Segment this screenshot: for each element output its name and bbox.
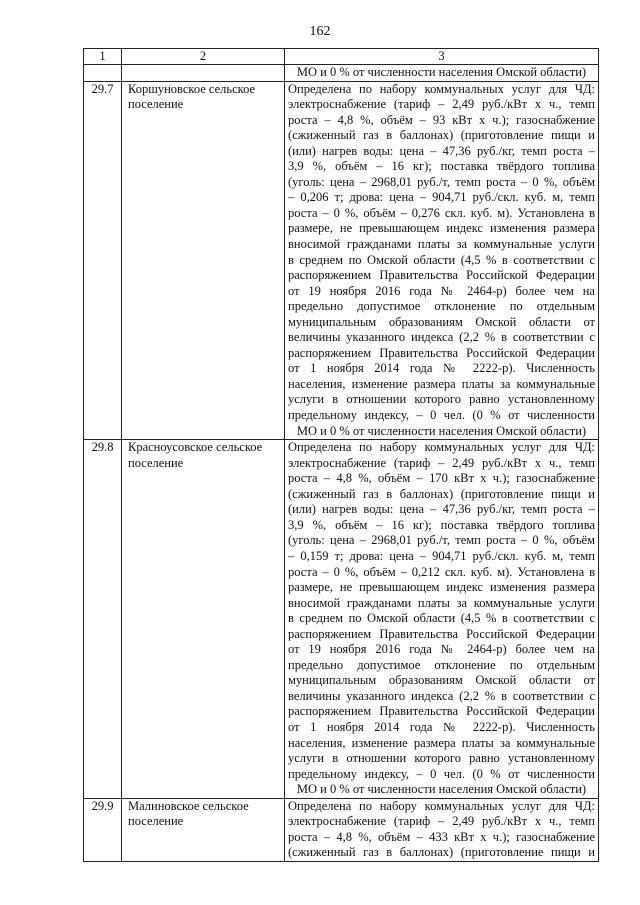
column-header-1: 1 [84, 49, 122, 65]
description-line: 3,9 %, объём – 16 кг); поставка твёрдого топлива [288, 517, 595, 532]
description-line: электроснабжение (тариф – 2,49 руб./кВт х ч., темп [288, 455, 595, 470]
description-line: (уголь: цена – 2968,01 руб./т, темп роста – 0 %, объём [288, 533, 595, 548]
description-line: вносимой гражданами платы за коммунальные услуги [288, 595, 595, 610]
row-number: 29.9 [84, 798, 122, 861]
column-header-row [84, 49, 599, 65]
continuation-row [84, 65, 599, 82]
description-line: величины указанного индекса (2,2 % в соответствии с [288, 688, 595, 703]
description-line: электроснабжение (тариф – 2,49 руб./кВт х ч., темп [288, 97, 595, 112]
description-line: – 0,206 т; дрова: цена – 904,71 руб./скл. куб. м, темп [288, 190, 595, 205]
description-line: населения, изменение размера платы за коммунальные [288, 376, 595, 391]
description-line: размере, не превышающем индекс изменения размера [288, 221, 595, 236]
description-line: предельному индексу, – 0 чел. (0 % от численности [288, 408, 595, 423]
description-line: вносимой гражданами платы за коммунальные услуги [288, 237, 595, 252]
row-number: 29.8 [84, 440, 122, 799]
description-line: предельному индексу, – 0 чел. (0 % от численности [288, 766, 595, 781]
description-line: населения, изменение размера платы за коммунальные [288, 735, 595, 750]
description-line: МО и 0 % от численности населения Омской области) [296, 423, 587, 438]
description-line: предельно допустимое отклонение по отдельным [288, 299, 595, 314]
description-line: муниципальным образованиям Омской области от [288, 673, 595, 688]
description-line: (сжиженный газ в баллонах) (приготовление пищи и [288, 128, 595, 143]
description-line: МО и 0 % от численности населения Омской области) [296, 782, 587, 797]
description-line: распоряжением Правительства Российской Федерации [288, 626, 595, 641]
settlement-name [122, 81, 285, 440]
table-row [84, 798, 599, 861]
description-line: муниципальным образованиям Омской области от [288, 314, 595, 329]
settlement-name-line: поселение [128, 455, 184, 470]
description-line: роста – 0 %, объём – 0,212 скл. куб. м). Установлена в [288, 564, 595, 579]
row-number: 29.7 [84, 81, 122, 440]
description-line: (сжиженный газ в баллонах) (приготовление пищи и [288, 845, 595, 860]
description-line: (сжиженный газ в баллонах) (приготовление пищи и [288, 486, 595, 501]
description-line: роста – 4,8 %, объём – 170 кВт х ч.); газоснабжение [288, 471, 595, 486]
description-line: от 19 ноября 2016 года № 2464-р) более чем на [288, 642, 595, 657]
description-line: размере, не превышающем индекс изменения размера [288, 580, 595, 595]
description-line: от 19 ноября 2016 года № 2464-р) более чем на [288, 283, 595, 298]
settlement-name-line: поселение [128, 97, 184, 112]
description-line: (уголь: цена – 2968,01 руб./т, темп роста – 0 %, объём [288, 174, 595, 189]
row-description [285, 440, 599, 799]
table-row [84, 440, 599, 799]
description-line: услуги в отношении которого равно установленному [288, 392, 595, 407]
table-row [84, 81, 599, 440]
settlement-name [122, 440, 285, 799]
settlement-name-line: поселение [128, 814, 184, 829]
description-line: роста – 4,8 %, объём – 433 кВт х ч.); газоснабжение [288, 829, 595, 844]
description-line: в среднем по Омской области (4,5 % в соответствии с [288, 252, 595, 267]
description-line: электроснабжение (тариф – 2,49 руб./кВт х ч., темп [288, 814, 595, 829]
description-line: услуги в отношении которого равно установленному [288, 751, 595, 766]
continuation-line: МО и 0 % от численности населения Омской области) [296, 65, 587, 79]
description-line: в среднем по Омской области (4,5 % в соответствии с [288, 611, 595, 626]
column-header-2: 2 [122, 49, 285, 65]
description-line: Определена по набору коммунальных услуг для ЧД: [288, 81, 595, 96]
description-line: Определена по набору коммунальных услуг для ЧД: [288, 440, 595, 455]
description-line: роста – 0 %, объём – 0,276 скл. куб. м). Установлена в [288, 205, 595, 220]
description-line: 3,9 %, объём – 16 кг); поставка твёрдого топлива [288, 159, 595, 174]
settlement-name [122, 798, 285, 861]
description-line: величины указанного индекса (2,2 % в соответствии с [288, 330, 595, 345]
settlement-name-line: Коршуновское сельское [128, 81, 256, 96]
description-line: от 1 ноября 2014 года № 2222-р). Численность [288, 361, 595, 376]
description-line: распоряжением Правительства Российской Федерации [288, 268, 595, 283]
row-description [285, 81, 599, 440]
description-line: (или) нагрев воды: цена – 47,36 руб./кг, темп роста – [288, 143, 595, 158]
description-line: роста – 4,8 %, объём – 93 кВт х ч.); газоснабжение [288, 112, 595, 127]
description-line: Определена по набору коммунальных услуг для ЧД: [288, 798, 595, 813]
column-header-3: 3 [285, 49, 599, 65]
description-line: (или) нагрев воды: цена – 47,36 руб./кг, темп роста – [288, 502, 595, 517]
description-line: распоряжением Правительства Российской Федерации [288, 704, 595, 719]
description-line: от 1 ноября 2014 года № 2222-р). Численность [288, 719, 595, 734]
municipal-tariff-table [83, 48, 599, 862]
row-description [285, 798, 599, 861]
settlement-name-line: Малиновское сельское [128, 798, 249, 813]
description-line: – 0,159 т; дрова: цена – 904,71 руб./скл. куб. м, темп [288, 548, 595, 563]
description-line: распоряжением Правительства Российской Федерации [288, 345, 595, 360]
page-number: 162 [309, 24, 331, 39]
description-line: предельно допустимое отклонение по отдельным [288, 657, 595, 672]
settlement-name-line: Красноусовское сельское [128, 440, 263, 455]
